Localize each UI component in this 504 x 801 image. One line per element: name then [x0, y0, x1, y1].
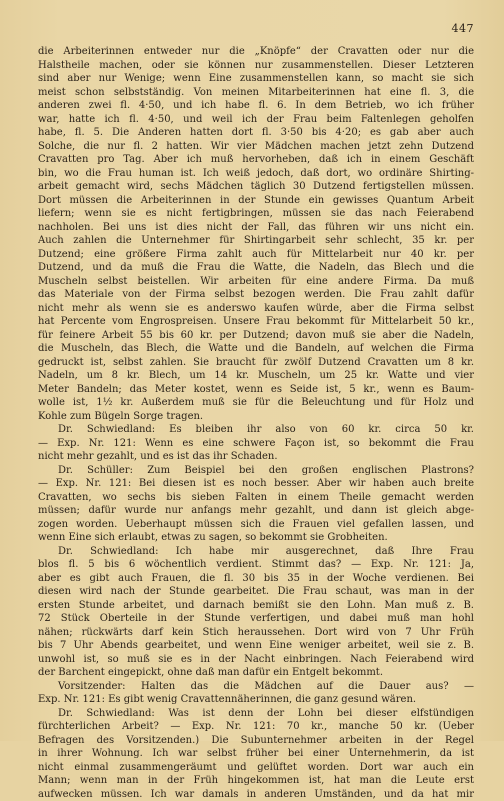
- text-line: Dr. Schüller: Zum Beispiel bei den großen englischen Plastrons?: [38, 464, 474, 478]
- text-line: zogen worden. Ueberhaupt müssen sich die Frauen viel gefallen lassen, und: [38, 518, 474, 532]
- text-line: nicht mehr gezahlt, und es ist das ihr Schaden.: [38, 450, 474, 464]
- text-line: für feinere Arbeit 55 bis 60 kr. per Dutzend; davon muß sie aber die Nadeln,: [38, 329, 474, 343]
- text-line: Auch zahlen die Unternehmer für Shirtingarbeit sehr schlecht, 35 kr. per: [38, 234, 474, 248]
- text-line: das Materiale von der Firma selbst bezogen werden. Die Frau zahlt dafür: [38, 288, 474, 302]
- text-line: nachholen. Bei uns ist dies nicht der Fall, das führen wir uns nicht ein.: [38, 221, 474, 235]
- text-line: Exp. Nr. 121: Es gibt wenig Cravattennäherinnen, die ganz gesund wären.: [38, 693, 474, 707]
- text-line: aber es gibt auch Frauen, die fl. 30 bis 35 in der Woche verdienen. Bei: [38, 572, 474, 586]
- text-line: Dr. Schwiedland: Ich habe mir ausgerechnet, daß Ihre Frau: [38, 545, 474, 559]
- text-line: Nadeln, um 8 kr. Blech, um 14 kr. Muscheln, um 25 kr. Watte und vier: [38, 369, 474, 383]
- text-line: unwohl ist, so muß sie es in der Nacht einbringen. Nach Feierabend wird: [38, 653, 474, 667]
- text-line: Muscheln selbst beistellen. Wir arbeiten für eine andere Firma. Da muß: [38, 275, 474, 289]
- text-line: Dutzend, und da muß die Frau die Watte, die Nadeln, das Blech und die: [38, 261, 474, 275]
- text-line: — Exp. Nr. 121: Wenn es eine schwere Façon ist, so bekommt die Frau: [38, 437, 474, 451]
- text-line: nicht mehr als wenn sie es anderswo kaufen würde, aber die Firma selbst: [38, 302, 474, 316]
- text-line: wenn Eine sich erlaubt, etwas zu sagen, so bekommt sie Grobheiten.: [38, 531, 474, 545]
- text-line: Dort müssen die Arbeiterinnen in der Stunde ein gewisses Quantum Arbeit: [38, 194, 474, 208]
- text-line: nähen; rückwärts darf kein Stich heraussehen. Dort wird von 7 Uhr Früh: [38, 626, 474, 640]
- text-line: diesen wird nach der Stunde gearbeitet. Die Frau schaut, was man in der: [38, 585, 474, 599]
- text-line: der Barchent eingepickt, ohne daß man dafür ein Entgelt bekommt.: [38, 666, 474, 680]
- text-line: Solche, die nur fl. 2 hatten. Wir vier Mädchen machen jetzt zehn Dutzend: [38, 140, 474, 154]
- text-line: Dr. Schwiedland: Es bleiben ihr also von 60 kr. circa 50 kr.: [38, 423, 474, 437]
- text-line: blos fl. 5 bis 6 wöchentlich verdient. Stimmt das? — Exp. Nr. 121: Ja,: [38, 558, 474, 572]
- body-text: [38, 45, 474, 801]
- text-line: Kohle zum Bügeln Sorge tragen.: [38, 410, 474, 424]
- text-line: arbeit gemacht wird, sechs Mädchen täglich 30 Dutzend fertigstellen müssen.: [38, 180, 474, 194]
- text-line: Dutzend; eine größere Firma zahlt auch für Mittelarbeit nur 40 kr. per: [38, 248, 474, 262]
- text-line: die Arbeiterinnen entweder nur die „Knöpfe“ der Cravatten oder nur die: [38, 45, 474, 59]
- text-line: sind aber nur Wenige; wenn Eine zusammenstellen kann, so macht sie sich: [38, 72, 474, 86]
- page-number: 447: [452, 22, 475, 35]
- text-line: Meter Bandeln; das Meter kostet, wenn es Seide ist, 5 kr., wenn es Baum-: [38, 383, 474, 397]
- text-line: fürchterlichen Arbeit? — Exp. Nr. 121: 70 kr., manche 50 kr. (Ueber: [38, 720, 474, 734]
- text-line: war, hatte ich fl. 4·50, und weil ich der Frau beim Faltenlegen geholfen: [38, 113, 474, 127]
- text-line: 72 Stück Oberteile in der Stunde verfertigen, und dabei muß man hohl: [38, 612, 474, 626]
- text-line: liefern; wenn sie es nicht fertigbringen, müssen sie das nach Feierabend: [38, 207, 474, 221]
- text-line: ersten Stunde arbeitet, und darnach bemißt sie den Lohn. Man muß z. B.: [38, 599, 474, 613]
- text-line: meist schon selbstständig. Von meinen Mitarbeiterinnen hat eine fl. 3, die: [38, 86, 474, 100]
- text-line: Halstheile machen, oder sie können nur zusammenstellen. Dieser Letzteren: [38, 59, 474, 73]
- text-line: wolle ist, 1½ kr. Außerdem muß sie für die Beleuchtung und für Holz und: [38, 396, 474, 410]
- text-line: Vorsitzender: Halten das die Mädchen auf die Dauer aus? —: [38, 680, 474, 694]
- text-line: Dr. Schwiedland: Was ist denn der Lohn bei dieser elfstündigen: [38, 707, 474, 721]
- text-line: Cravatten, wo sechs bis sieben Falten in einem Theile gemacht werden: [38, 491, 474, 505]
- text-line: hat Percente vom Engrospreisen. Unsere Frau bekommt für Mittelarbeit 50 kr.,: [38, 315, 474, 329]
- text-line: die Muscheln, das Blech, die Watte und die Bandeln, auf welchen die Firma: [38, 342, 474, 356]
- text-line: bis 7 Uhr Abends gearbeitet, und wenn Eine weniger arbeitet, weil sie z. B.: [38, 639, 474, 653]
- text-line: gedruckt ist, selbst zahlen. Sie braucht für zwölf Dutzend Cravatten um 8 kr.: [38, 356, 474, 370]
- text-line: müssen; dafür wurde nur anfangs mehr gezahlt, und dann ist gleich abge-: [38, 504, 474, 518]
- text-line: Cravatten pro Tag. Aber ich muß hervorheben, daß ich in einem Geschäft: [38, 153, 474, 167]
- text-line: Mann; wenn man in der Früh hingekommen ist, hat man die Leute erst: [38, 774, 474, 788]
- text-line: in ihrer Wohnung. Ich war selbst früher bei einer Unternehmerin, da ist: [38, 747, 474, 761]
- text-line: — Exp. Nr. 121: Bei diesen ist es noch besser. Aber wir haben auch breite: [38, 477, 474, 491]
- text-line: nicht einmal zusammengeräumt und gelüftet worden. Dort war auch ein: [38, 761, 474, 775]
- text-line: aufwecken müssen. Ich war damals in anderen Umständen, und da hat mir: [38, 788, 474, 801]
- text-line: Befragen des Vorsitzenden.) Die Subunternehmer arbeiten in der Regel: [38, 734, 474, 748]
- text-line: habe, fl. 5. Die Anderen hatten dort fl. 3·50 bis 4·20; es gab aber auch: [38, 126, 474, 140]
- text-line: anderen zwei fl. 4·50, und ich habe fl. 6. In dem Betrieb, wo ich früher: [38, 99, 474, 113]
- text-line: bin, wo die Frau human ist. Ich weiß jedoch, daß dort, wo ordinäre Shirting-: [38, 167, 474, 181]
